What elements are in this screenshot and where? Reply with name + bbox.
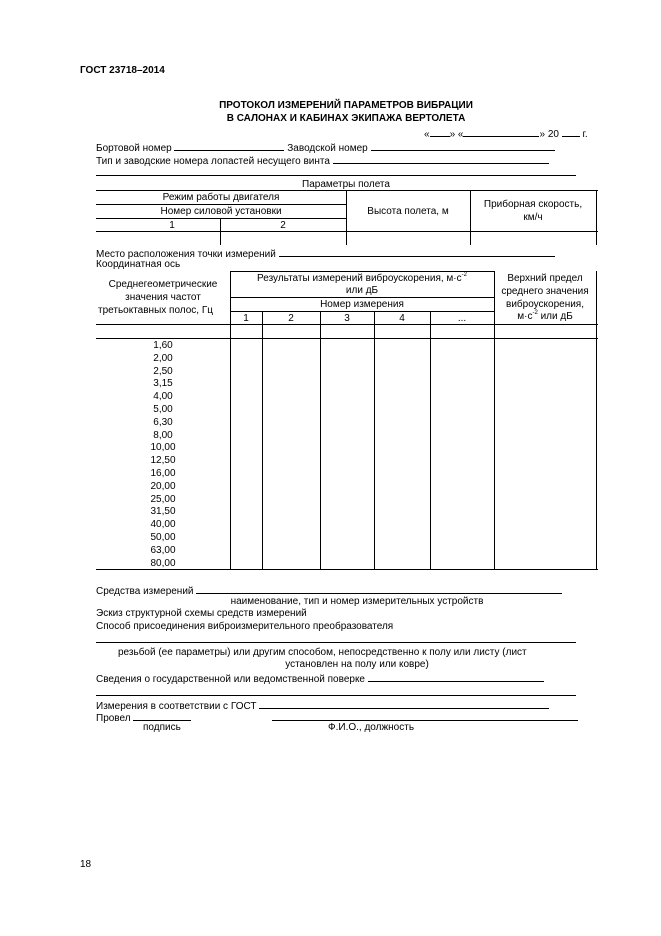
freq-header-1: Среднегеометрические — [108, 279, 218, 290]
results-header-text: Результаты измерений виброускорения, м·с — [257, 273, 462, 284]
year-prefix: 20 — [547, 129, 559, 140]
table-border — [96, 324, 598, 325]
upper-header-unit: м·с — [517, 311, 533, 322]
frequency-value: 5,00 — [153, 404, 173, 415]
signature-caption: подпись — [143, 722, 181, 733]
measure-col-4: 4 — [399, 313, 405, 324]
frequency-value: 63,00 — [150, 544, 176, 556]
results-header-1 — [230, 274, 494, 284]
blade-numbers-label: Тип и заводские номера лопастей несущего винта — [96, 156, 330, 167]
title-line-1: ПРОТОКОЛ ИЗМЕРЕНИЙ ПАРАМЕТРОВ ВИБРАЦИИ — [219, 100, 473, 111]
table-border — [96, 338, 598, 339]
frequency-value: 3,15 — [153, 378, 173, 390]
flight-params-caption: Параметры полета — [302, 179, 390, 190]
attachment-note-1: резьбой (ее параметры) или другим способом, непосредственно к полу или листу (лист — [118, 647, 527, 658]
name-blank-line — [272, 720, 578, 721]
board-number-field — [96, 141, 555, 154]
conducted-label: Провел — [96, 713, 131, 724]
verification-label: Сведения о государственной или ведомственной поверке — [96, 674, 365, 685]
speed-label-2: км/ч — [523, 212, 543, 223]
table-border — [230, 271, 494, 272]
date-quote: « — [424, 129, 430, 140]
table-border — [430, 311, 431, 569]
date-line — [424, 127, 588, 140]
frequency-value: 10,00 — [150, 442, 176, 454]
table-border — [262, 311, 263, 569]
attachment-note-2: установлен на полу или ковре) — [285, 659, 429, 670]
table-border — [96, 231, 598, 232]
frequency-value: 50,00 — [150, 532, 176, 543]
table-border — [230, 311, 494, 312]
instruments-blank — [196, 584, 562, 594]
frequency-value: 6,30 — [153, 416, 173, 428]
frequency-value: 12,50 — [150, 455, 176, 467]
year-blank — [562, 127, 580, 137]
results-header-2: или дБ — [345, 285, 379, 296]
engine-mode-label: Режим работы двигателя — [162, 192, 280, 203]
instruments-label: Средства измерений — [96, 586, 194, 597]
results-header-exponent: -2 — [461, 272, 467, 278]
frequency-value: 80,00 — [150, 557, 176, 569]
day-blank — [430, 127, 450, 137]
attachment-label: Способ присоединения виброизмерительного преобразователя — [96, 621, 394, 632]
upper-header-1: Верхний предел — [507, 273, 583, 284]
month-blank — [463, 127, 539, 137]
date-quote: » — [449, 129, 456, 140]
table-border — [596, 190, 597, 245]
gost-label: Измерения в соответствии с ГОСТ — [96, 701, 257, 712]
table-border — [96, 190, 598, 191]
page-number: 18 — [80, 859, 92, 870]
blade-numbers-field — [96, 154, 549, 167]
table-border — [320, 311, 321, 569]
speed-label-1: Приборная скорость, — [483, 199, 583, 210]
table-border — [96, 204, 346, 205]
blank-line — [96, 642, 576, 643]
measure-col-1: 1 — [243, 313, 249, 324]
frequency-value: 20,00 — [150, 480, 176, 492]
upper-header-unit-rest: или дБ — [537, 311, 573, 322]
date-quote: » — [539, 129, 546, 140]
table-border — [96, 569, 598, 570]
factory-number-label: Заводской номер — [287, 143, 368, 154]
factory-number-blank — [371, 141, 555, 151]
name-position-caption: Ф.И.О., должность — [328, 722, 415, 733]
frequency-value: 4,00 — [153, 391, 173, 403]
location-label: Место расположения точки измерений — [96, 249, 276, 260]
upper-header-exponent: -2 — [532, 310, 538, 316]
upper-header-2: среднего значения — [501, 286, 589, 297]
freq-header-2: значения частот — [125, 292, 201, 303]
instruments-note: наименование, тип и номер измерительных устройств — [230, 596, 484, 607]
upper-header-4 — [494, 312, 596, 322]
frequency-value: 25,00 — [150, 493, 176, 505]
freq-header-3: третьоктавных полос, Гц — [98, 305, 214, 316]
upper-header-3: виброускорения, — [506, 299, 584, 310]
sketch-label: Эскиз структурной схемы средств измерений — [96, 608, 307, 619]
blank-line — [96, 175, 576, 176]
frequency-value: 16,00 — [150, 468, 176, 479]
table-border — [346, 190, 347, 245]
frequency-value: 8,00 — [153, 429, 173, 441]
blade-numbers-blank — [333, 154, 549, 164]
axis-label: Координатная ось — [96, 259, 181, 270]
measurement-number-label: Номер измерения — [320, 299, 404, 310]
frequency-value: 31,50 — [150, 506, 176, 518]
title-line-2: В САЛОНАХ И КАБИНАХ ЭКИПАЖА ВЕРТОЛЕТА — [226, 113, 466, 124]
power-unit-label: Номер силовой установки — [160, 206, 282, 217]
frequency-value: 2,00 — [153, 352, 173, 364]
table-border — [596, 271, 597, 569]
signature-blank — [133, 711, 191, 721]
table-border — [374, 311, 375, 569]
measure-col-3: 3 — [344, 313, 350, 324]
table-border — [230, 297, 494, 298]
year-suffix: г. — [582, 129, 588, 140]
date-quote: « — [457, 129, 464, 140]
measure-col-2: 2 — [288, 313, 294, 324]
unit-1-label: 1 — [169, 220, 175, 231]
altitude-label: Высота полета, м — [367, 206, 449, 217]
board-number-label: Бортовой номер — [96, 143, 172, 154]
unit-2-label: 2 — [280, 220, 286, 231]
gost-blank — [259, 699, 549, 709]
location-blank — [279, 247, 555, 257]
verification-blank — [368, 672, 544, 682]
blank-line — [96, 695, 576, 696]
frequency-value: 40,00 — [150, 519, 176, 531]
verification-field — [96, 672, 544, 685]
frequency-value: 2,50 — [153, 365, 173, 377]
standard-code: ГОСТ 23718–2014 — [80, 65, 165, 76]
measure-col-more: ... — [457, 313, 467, 324]
frequency-value: 1,60 — [153, 340, 173, 351]
board-number-blank — [174, 141, 284, 151]
table-border — [96, 218, 346, 219]
